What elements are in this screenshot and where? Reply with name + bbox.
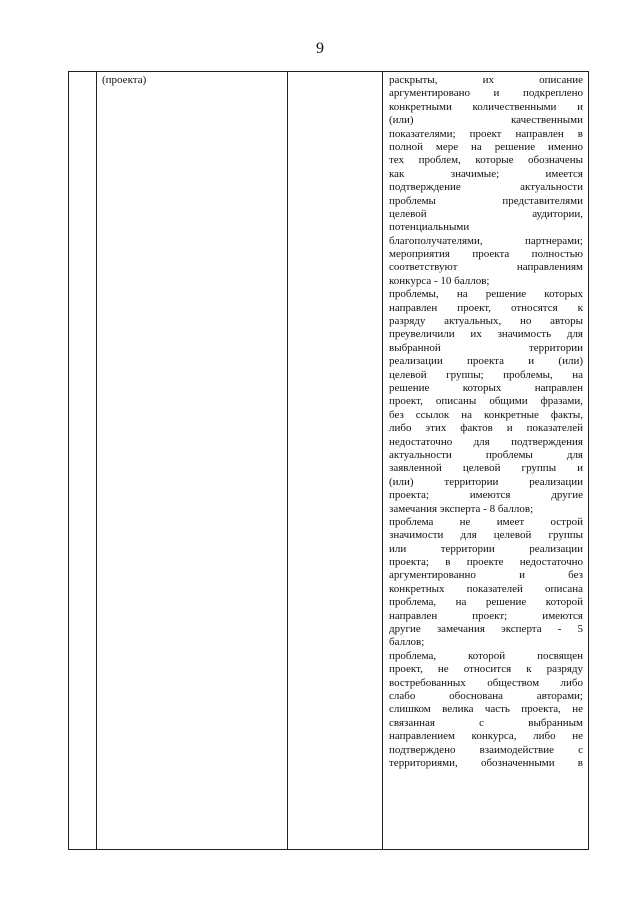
description-line: направлением конкурса, либо не	[389, 730, 583, 743]
description-line: аргументированно и без	[389, 569, 583, 582]
description-line: потенциальными	[389, 221, 470, 234]
description-line: показателями; проект направлен в	[389, 127, 583, 140]
description-line: недостаточно для подтверждения	[389, 435, 583, 448]
description-line: целевой аудитории,	[389, 207, 583, 220]
description-line: как значимые; имеется	[389, 167, 583, 180]
criteria-table	[68, 71, 589, 850]
description-line: конкретными количественными и	[389, 100, 583, 113]
description-line: значимости для целевой группы	[389, 529, 583, 542]
description-line: полной мере на решение именно	[389, 140, 583, 153]
description-line: мероприятия проекта полностью	[389, 248, 583, 261]
description-line: проблемы представителями	[389, 194, 583, 207]
description-line: конкурса - 10 баллов;	[389, 274, 490, 287]
description-line: направлен проект; имеются	[389, 609, 583, 622]
description-line: целевой группы; проблемы, на	[389, 368, 583, 381]
description-line: благополучателями, партнерами;	[389, 234, 583, 247]
description-line: связанная с выбранным	[389, 716, 583, 729]
description-line: конкретных показателей описана	[389, 582, 583, 595]
description-line: слабо обоснована авторами;	[389, 689, 583, 702]
description-line: баллов;	[389, 636, 425, 649]
description-line: тех проблем, которые обозначены	[389, 154, 583, 167]
description-line: либо этих фактов и показателей	[389, 422, 583, 435]
description-line: замечания эксперта - 8 баллов;	[389, 502, 534, 515]
criterion-name-cell: (проекта)	[102, 74, 147, 86]
description-line: (или) территории реализации	[389, 475, 583, 488]
description-line: соответствуют направлениям	[389, 261, 583, 274]
description-line: проект, описаны общими фразами,	[389, 395, 583, 408]
description-line: проекта; в проекте недостаточно	[389, 556, 583, 569]
description-line: актуальности проблемы для	[389, 448, 583, 461]
description-line: проекта; имеются другие	[389, 489, 583, 502]
description-line: слишком велика часть проекта, не	[389, 703, 583, 716]
description-line: решение которых направлен	[389, 381, 583, 394]
description-line: проблемы, на решение которых	[389, 288, 583, 301]
description-line: разряду актуальных, но авторы	[389, 315, 583, 328]
description-line: заявленной целевой группы и	[389, 462, 583, 475]
description-line: или территории реализации	[389, 542, 583, 555]
description-line: подтверждение актуальности	[389, 181, 583, 194]
description-line: проблема не имеет острой	[389, 515, 583, 528]
description-line: без ссылок на конкретные факты,	[389, 408, 583, 421]
description-line: (или) качественными	[389, 114, 583, 127]
description-line: выбранной территории	[389, 341, 583, 354]
description-line: аргументировано и подкреплено	[389, 87, 583, 100]
column-divider-1	[96, 72, 97, 849]
description-line: проблема, на решение которой	[389, 596, 583, 609]
description-line: территориями, обозначенными в	[389, 756, 583, 769]
description-line: проект, не относится к разряду	[389, 663, 583, 676]
description-line: востребованных обществом либо	[389, 676, 583, 689]
column-divider-3	[382, 72, 383, 849]
description-line: проблема, которой посвящен	[389, 649, 583, 662]
description-line: реализации проекта и (или)	[389, 355, 583, 368]
description-line: преувеличили их значимость для	[389, 328, 583, 341]
description-line: раскрыты, их описание	[389, 74, 583, 86]
criterion-description-cell	[389, 74, 583, 770]
description-line: другие замечания эксперта - 5	[389, 623, 583, 636]
column-divider-2	[287, 72, 288, 849]
description-line: подтверждено взаимодействие с	[389, 743, 583, 756]
page-number: 9	[316, 40, 324, 57]
description-line: направлен проект, относятся к	[389, 301, 583, 314]
